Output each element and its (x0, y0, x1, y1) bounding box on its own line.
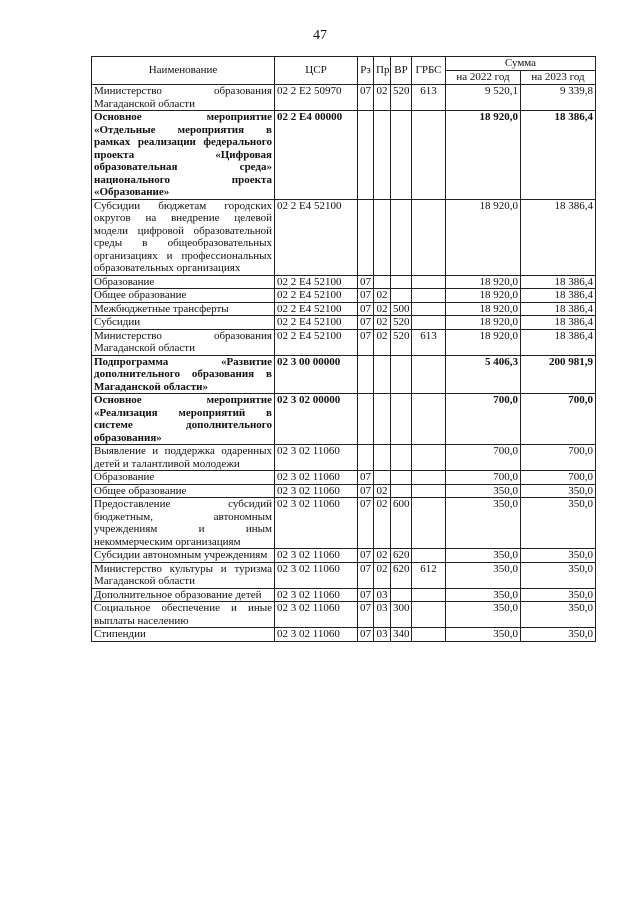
table-row (92, 394, 596, 445)
cell-name: Субсидии автономным учреждениям (92, 549, 275, 563)
cell-pr (374, 394, 391, 445)
cell-pr: 02 (374, 302, 391, 316)
cell-grbs (412, 588, 446, 602)
cell-grbs (412, 628, 446, 642)
cell-grbs (412, 394, 446, 445)
cell-rz: 07 (358, 628, 374, 642)
header-year-2023: на 2023 год (521, 71, 596, 85)
cell-name: Общее образование (92, 289, 275, 303)
cell-pr: 02 (374, 562, 391, 588)
cell-rz: 07 (358, 498, 374, 549)
cell-vr: 620 (391, 562, 412, 588)
cell-csr: 02 3 02 00000 (275, 394, 358, 445)
cell-amount-2023: 350,0 (521, 498, 596, 549)
cell-amount-2022: 700,0 (446, 394, 521, 445)
table-row (92, 484, 596, 498)
cell-pr: 02 (374, 85, 391, 111)
header-grbs: ГРБС (412, 57, 446, 85)
cell-amount-2022: 350,0 (446, 562, 521, 588)
cell-name: Предоставление субсидий бюджетным, автономным учреждениям и иным некоммерческим организациям (92, 498, 275, 549)
cell-amount-2023: 350,0 (521, 588, 596, 602)
cell-rz (358, 111, 374, 200)
cell-name: Общее образование (92, 484, 275, 498)
cell-name: Межбюджетные трансферты (92, 302, 275, 316)
cell-amount-2023: 350,0 (521, 602, 596, 628)
cell-amount-2023: 18 386,4 (521, 316, 596, 330)
cell-pr (374, 471, 391, 485)
cell-rz: 07 (358, 471, 374, 485)
header-csr: ЦСР (275, 57, 358, 85)
cell-csr: 02 3 00 00000 (275, 355, 358, 394)
cell-vr (391, 484, 412, 498)
cell-rz: 07 (358, 484, 374, 498)
cell-vr (391, 355, 412, 394)
cell-csr: 02 2 Е2 50970 (275, 85, 358, 111)
cell-amount-2022: 350,0 (446, 498, 521, 549)
table-body (92, 85, 596, 642)
table-row (92, 602, 596, 628)
cell-amount-2022: 350,0 (446, 588, 521, 602)
cell-amount-2022: 18 920,0 (446, 329, 521, 355)
cell-csr: 02 3 02 11060 (275, 549, 358, 563)
cell-amount-2023: 700,0 (521, 394, 596, 445)
cell-vr: 300 (391, 602, 412, 628)
cell-name: Подпрограмма «Развитие дополнительного образования в Магаданской области» (92, 355, 275, 394)
cell-pr: 02 (374, 498, 391, 549)
cell-grbs (412, 302, 446, 316)
cell-pr: 02 (374, 329, 391, 355)
cell-vr: 340 (391, 628, 412, 642)
cell-amount-2023: 350,0 (521, 549, 596, 563)
table-row (92, 316, 596, 330)
header-vr: ВР (391, 57, 412, 85)
cell-amount-2023: 350,0 (521, 484, 596, 498)
cell-rz (358, 355, 374, 394)
cell-rz: 07 (358, 85, 374, 111)
cell-name: Основное мероприятие «Отдельные мероприятия в рамках реализации федерального проекта «Цифровая образовательная среда» национального проекта «Образование» (92, 111, 275, 200)
cell-name: Социальное обеспечение и иные выплаты населению (92, 602, 275, 628)
cell-pr: 02 (374, 549, 391, 563)
cell-vr (391, 394, 412, 445)
cell-pr: 02 (374, 316, 391, 330)
cell-name: Стипендии (92, 628, 275, 642)
cell-pr (374, 199, 391, 275)
cell-pr: 03 (374, 588, 391, 602)
page-number: 47 (313, 28, 327, 43)
cell-amount-2022: 5 406,3 (446, 355, 521, 394)
cell-rz: 07 (358, 289, 374, 303)
cell-rz: 07 (358, 562, 374, 588)
cell-name: Субсидии (92, 316, 275, 330)
cell-grbs: 613 (412, 329, 446, 355)
cell-vr (391, 275, 412, 289)
table-row (92, 445, 596, 471)
cell-amount-2023: 9 339,8 (521, 85, 596, 111)
cell-name: Основное мероприятие «Реализация мероприятий в системе дополнительного образования» (92, 394, 275, 445)
cell-grbs (412, 289, 446, 303)
cell-vr (391, 471, 412, 485)
cell-amount-2022: 18 920,0 (446, 199, 521, 275)
table-row (92, 355, 596, 394)
cell-rz: 07 (358, 302, 374, 316)
cell-grbs (412, 111, 446, 200)
cell-amount-2022: 700,0 (446, 445, 521, 471)
cell-amount-2022: 18 920,0 (446, 289, 521, 303)
cell-csr: 02 3 02 11060 (275, 445, 358, 471)
cell-amount-2022: 350,0 (446, 602, 521, 628)
table-row (92, 628, 596, 642)
cell-rz: 07 (358, 275, 374, 289)
cell-grbs (412, 316, 446, 330)
table-row (92, 562, 596, 588)
cell-amount-2023: 18 386,4 (521, 329, 596, 355)
header-name: Наименование (92, 57, 275, 85)
cell-rz: 07 (358, 588, 374, 602)
cell-pr (374, 111, 391, 200)
cell-name: Министерство образования Магаданской области (92, 85, 275, 111)
cell-amount-2023: 18 386,4 (521, 275, 596, 289)
cell-amount-2023: 18 386,4 (521, 289, 596, 303)
cell-vr: 500 (391, 302, 412, 316)
cell-name: Образование (92, 471, 275, 485)
cell-csr: 02 3 02 11060 (275, 471, 358, 485)
cell-pr: 02 (374, 484, 391, 498)
header-rz: Рз (358, 57, 374, 85)
cell-grbs (412, 549, 446, 563)
cell-vr (391, 111, 412, 200)
cell-vr: 620 (391, 549, 412, 563)
table-row (92, 471, 596, 485)
cell-amount-2022: 18 920,0 (446, 302, 521, 316)
cell-amount-2022: 18 920,0 (446, 111, 521, 200)
cell-csr: 02 2 Е4 52100 (275, 302, 358, 316)
table-row (92, 302, 596, 316)
cell-rz (358, 445, 374, 471)
cell-grbs (412, 199, 446, 275)
cell-vr: 520 (391, 85, 412, 111)
cell-name: Выявление и поддержка одаренных детей и талантливой молодежи (92, 445, 275, 471)
cell-vr (391, 588, 412, 602)
cell-amount-2022: 700,0 (446, 471, 521, 485)
cell-csr: 02 2 Е4 52100 (275, 199, 358, 275)
cell-csr: 02 2 Е4 52100 (275, 289, 358, 303)
cell-grbs (412, 471, 446, 485)
table-row (92, 289, 596, 303)
cell-grbs: 612 (412, 562, 446, 588)
cell-csr: 02 2 Е4 52100 (275, 316, 358, 330)
table-row (92, 588, 596, 602)
cell-amount-2022: 18 920,0 (446, 275, 521, 289)
cell-amount-2022: 9 520,1 (446, 85, 521, 111)
cell-vr (391, 199, 412, 275)
cell-amount-2023: 700,0 (521, 445, 596, 471)
cell-amount-2023: 350,0 (521, 562, 596, 588)
cell-csr: 02 3 02 11060 (275, 588, 358, 602)
cell-rz: 07 (358, 329, 374, 355)
table-row (92, 498, 596, 549)
cell-rz: 07 (358, 549, 374, 563)
header-pr: Пр (374, 57, 391, 85)
cell-amount-2023: 700,0 (521, 471, 596, 485)
cell-rz: 07 (358, 602, 374, 628)
cell-rz (358, 394, 374, 445)
cell-grbs (412, 602, 446, 628)
cell-amount-2023: 18 386,4 (521, 199, 596, 275)
cell-vr: 600 (391, 498, 412, 549)
header-sum: Сумма (446, 57, 596, 71)
cell-grbs (412, 484, 446, 498)
cell-grbs (412, 275, 446, 289)
cell-name: Дополнительное образование детей (92, 588, 275, 602)
cell-amount-2022: 350,0 (446, 484, 521, 498)
cell-pr: 02 (374, 289, 391, 303)
cell-csr: 02 2 Е4 00000 (275, 111, 358, 200)
cell-name: Министерство культуры и туризма Магаданской области (92, 562, 275, 588)
budget-table (91, 56, 596, 642)
cell-name: Образование (92, 275, 275, 289)
cell-amount-2022: 18 920,0 (446, 316, 521, 330)
table-row (92, 199, 596, 275)
cell-amount-2023: 18 386,4 (521, 302, 596, 316)
cell-csr: 02 3 02 11060 (275, 628, 358, 642)
table-row (92, 275, 596, 289)
header-year-2022: на 2022 год (446, 71, 521, 85)
cell-csr: 02 3 02 11060 (275, 602, 358, 628)
cell-vr: 520 (391, 329, 412, 355)
cell-csr: 02 3 02 11060 (275, 498, 358, 549)
cell-csr: 02 2 Е4 52100 (275, 329, 358, 355)
cell-rz: 07 (358, 316, 374, 330)
cell-amount-2022: 350,0 (446, 628, 521, 642)
cell-vr (391, 445, 412, 471)
table-row (92, 549, 596, 563)
cell-grbs (412, 355, 446, 394)
cell-grbs (412, 445, 446, 471)
cell-grbs (412, 498, 446, 549)
cell-pr: 03 (374, 602, 391, 628)
cell-pr (374, 275, 391, 289)
cell-grbs: 613 (412, 85, 446, 111)
cell-amount-2023: 18 386,4 (521, 111, 596, 200)
cell-amount-2023: 350,0 (521, 628, 596, 642)
cell-csr: 02 3 02 11060 (275, 484, 358, 498)
table-row (92, 329, 596, 355)
cell-amount-2022: 350,0 (446, 549, 521, 563)
cell-name: Субсидии бюджетам городских округов на внедрение целевой модели цифровой образовательной среды в общеобразовательных организациях и профессиональных образовательных организациях (92, 199, 275, 275)
cell-vr: 520 (391, 316, 412, 330)
table-row (92, 111, 596, 200)
cell-name: Министерство образования Магаданской области (92, 329, 275, 355)
cell-csr: 02 2 Е4 52100 (275, 275, 358, 289)
cell-rz (358, 199, 374, 275)
cell-amount-2023: 200 981,9 (521, 355, 596, 394)
cell-pr (374, 355, 391, 394)
table-row (92, 85, 596, 111)
cell-pr: 03 (374, 628, 391, 642)
cell-csr: 02 3 02 11060 (275, 562, 358, 588)
cell-vr (391, 289, 412, 303)
cell-pr (374, 445, 391, 471)
